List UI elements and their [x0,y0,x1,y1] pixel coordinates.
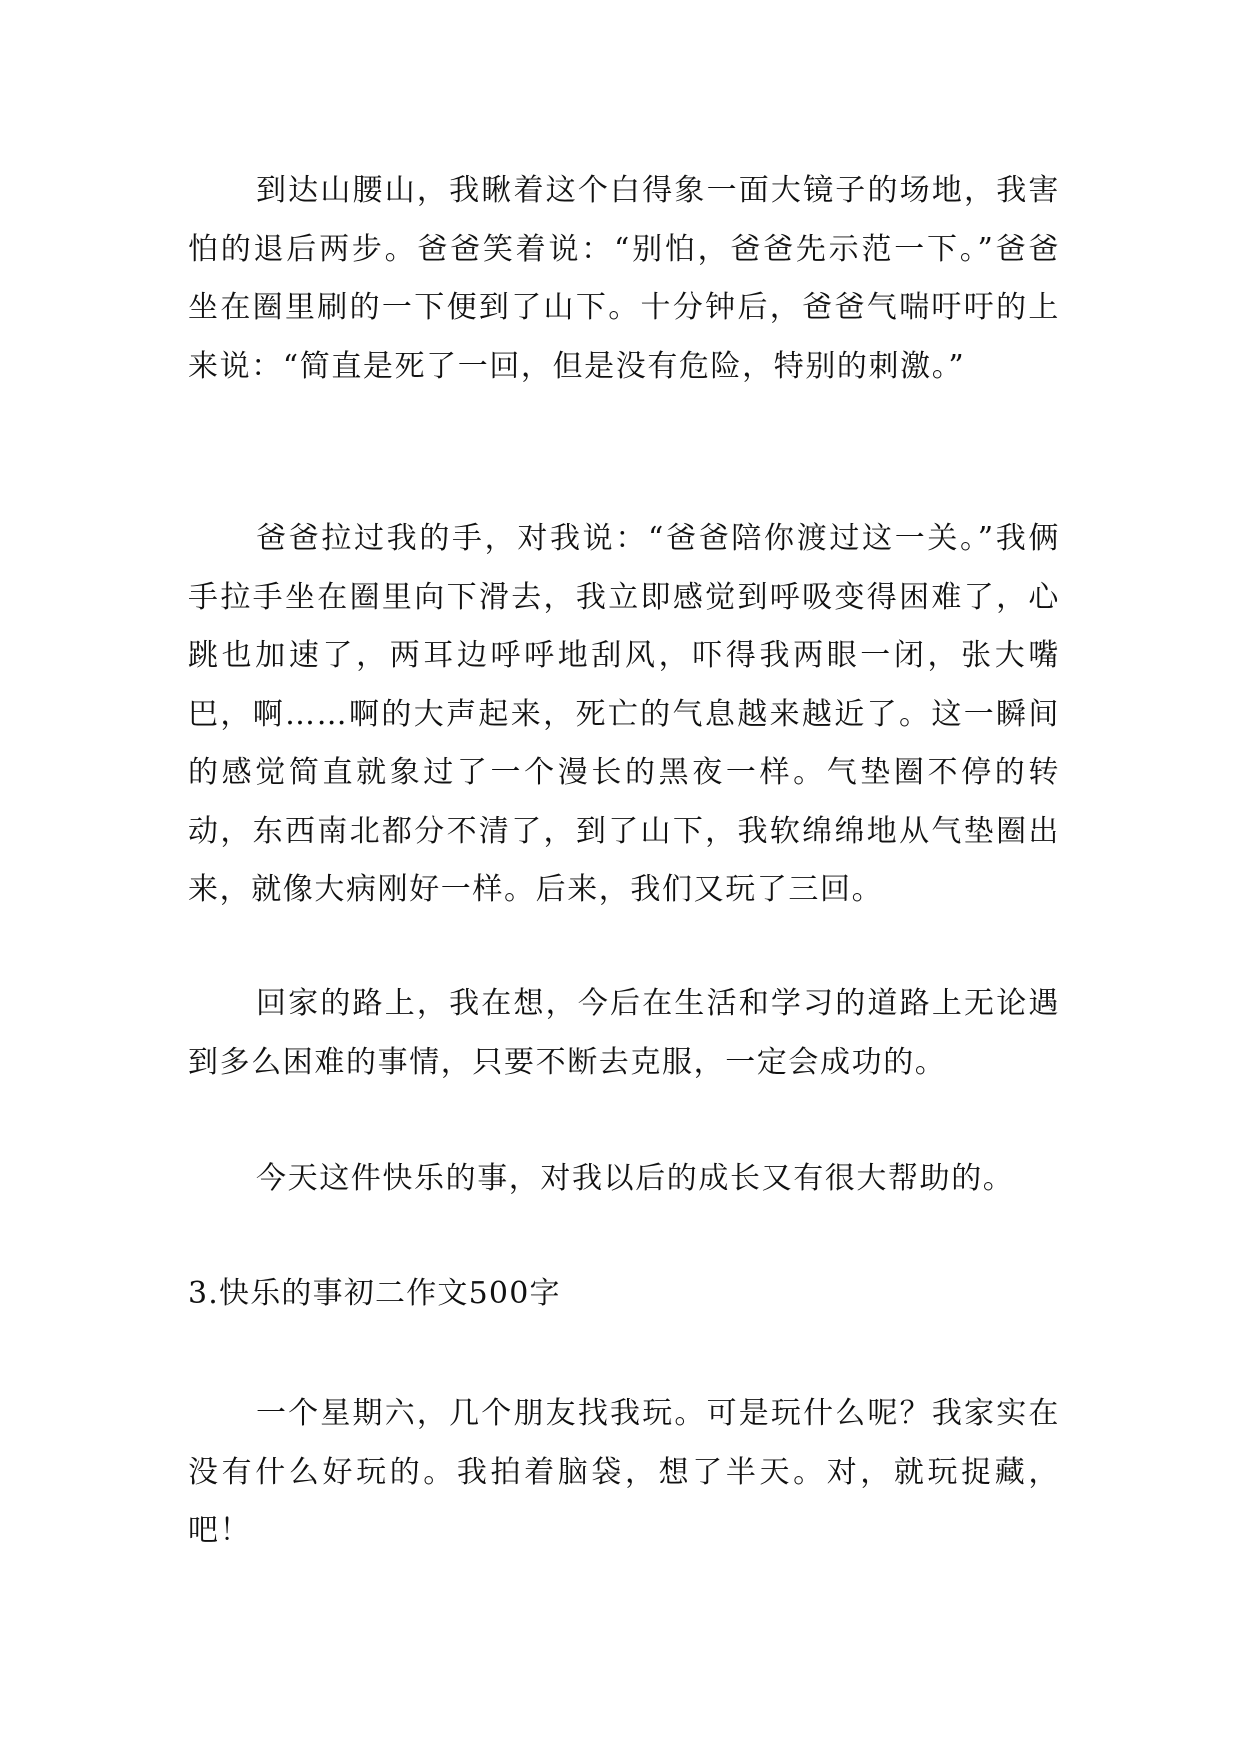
paragraph-1: 到达山腰山，我瞅着这个白得象一面大镜子的场地，我害怕的退后两步。爸爸笑着说：“别怕，爸爸先示范一下。”爸爸坐在圈里刷的一下便到了山下。十分钟后，爸爸气喘吁吁的上来说：“简直是死了一回，但是没有危险，特别的刺激。” [188,173,1060,384]
paragraph-3: 回家的路上，我在想，今后在生活和学习的道路上无论遇到多么困难的事情，只要不断去克服，一定会成功的。 [188,986,1060,1080]
paragraph-5: 一个星期六，几个朋友找我玩。可是玩什么呢？我家实在没有什么好玩的。我拍着脑袋，想了半天。对，就玩捉藏，吧！ [188,1396,1060,1548]
paragraph-4: 今天这件快乐的事，对我以后的成长又有很大帮助的。 [256,1161,1015,1196]
paragraph-2: 爸爸拉过我的手，对我说：“爸爸陪你渡过这一关。”我俩手拉手坐在圈里向下滑去，我立即感觉到呼吸变得困难了，心跳也加速了，两耳边呼呼地刮风，吓得我两眼一闭，张大嘴巴，啊……啊的大声起来，死亡的气息越来越近了。这一瞬间的感觉简直就象过了一个漫长的黑夜一样。气垫圈不停的转动，东西南北都分不清了，到了山下，我软绵绵地从气垫圈出来，就像大病刚好一样。后来，我们又玩了三回。 [188,521,1060,907]
section-heading: 3.快乐的事初二作文500字 [188,1276,561,1311]
